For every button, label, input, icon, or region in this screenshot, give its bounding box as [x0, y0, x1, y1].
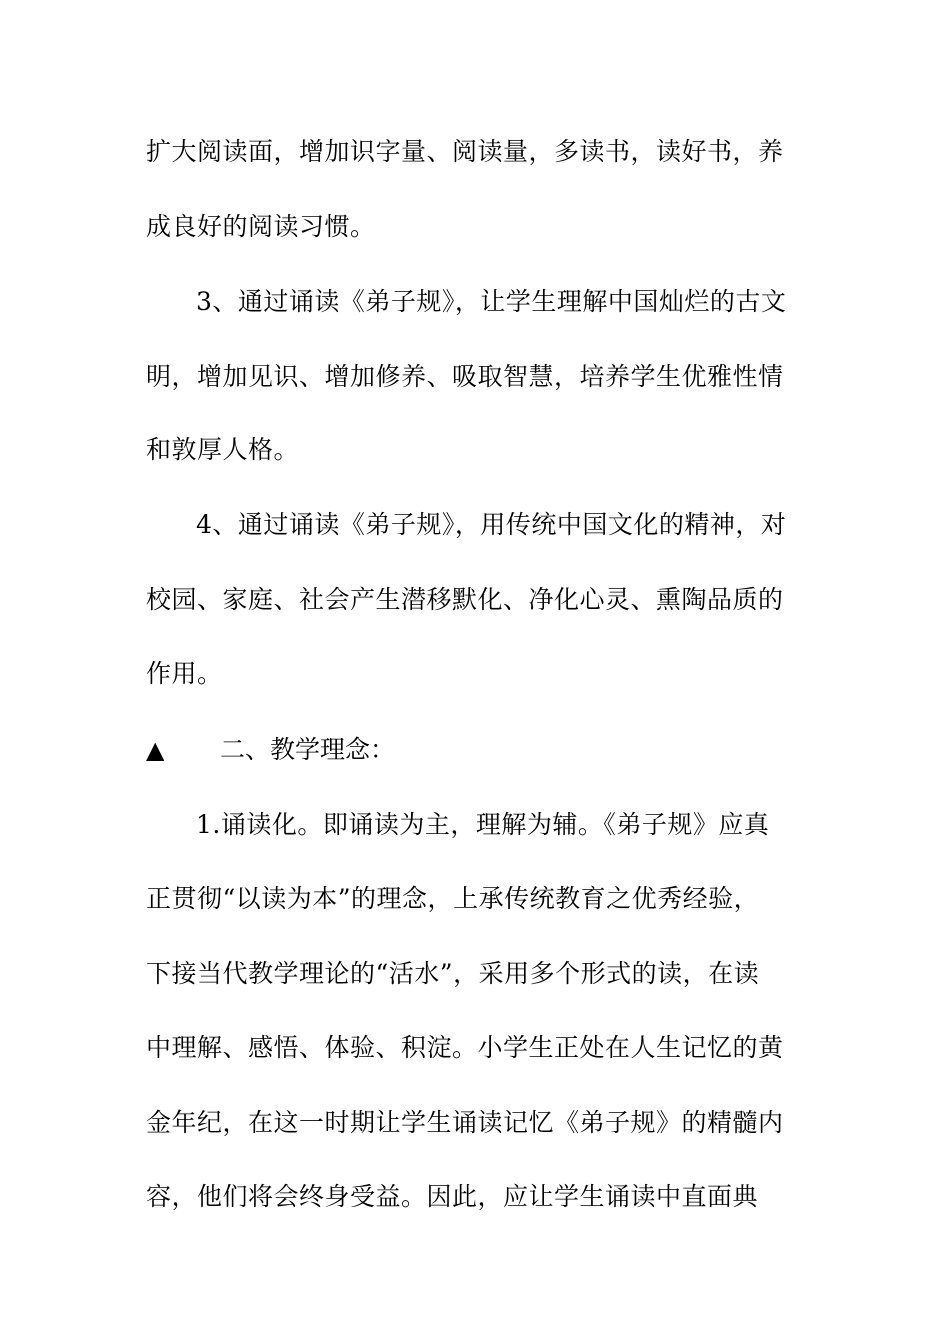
paragraph-3-start: 3、通过诵读《弟子规》，让学生理解中国灿烂的古文 — [196, 287, 787, 316]
triangle-bullet-icon: ▲ — [146, 736, 165, 764]
text-line: 容，他们将会终身受益。因此，应让学生诵读中直面典 — [146, 1182, 759, 1211]
text-line: 和敦厚人格。 — [146, 435, 300, 464]
text-line: 扩大阅读面，增加识字量、阅读量，多读书，读好书，养 — [146, 137, 784, 166]
text-line: 金年纪，在这一时期让学生诵读记忆《弟子规》的精髓内 — [146, 1108, 784, 1137]
paragraph-4-start: 4、通过诵读《弟子规》，用传统中国文化的精神，对 — [196, 510, 787, 539]
text-line: 正贯彻“以读为本”的理念，上承传统教育之优秀经验， — [146, 884, 760, 913]
text-line: 校园、家庭、社会产生潜移默化、净化心灵、熏陶品质的 — [146, 585, 784, 614]
text-line: 明，增加见识、增加修养、吸取智慧，培养学生优雅性情 — [146, 362, 784, 391]
paragraph-1-start: 1.诵读化。即诵读为主，理解为辅。《弟子规》应真 — [196, 810, 770, 839]
section-heading: 二、教学理念： — [220, 735, 396, 764]
text-line: 成良好的阅读习惯。 — [146, 212, 376, 241]
text-line: 中理解、感悟、体验、积淀。小学生正处在人生记忆的黄 — [146, 1033, 784, 1062]
text-line: 作用。 — [146, 659, 223, 688]
text-line: 下接当代教学理论的“活水”，采用多个形式的读，在读 — [146, 959, 760, 988]
